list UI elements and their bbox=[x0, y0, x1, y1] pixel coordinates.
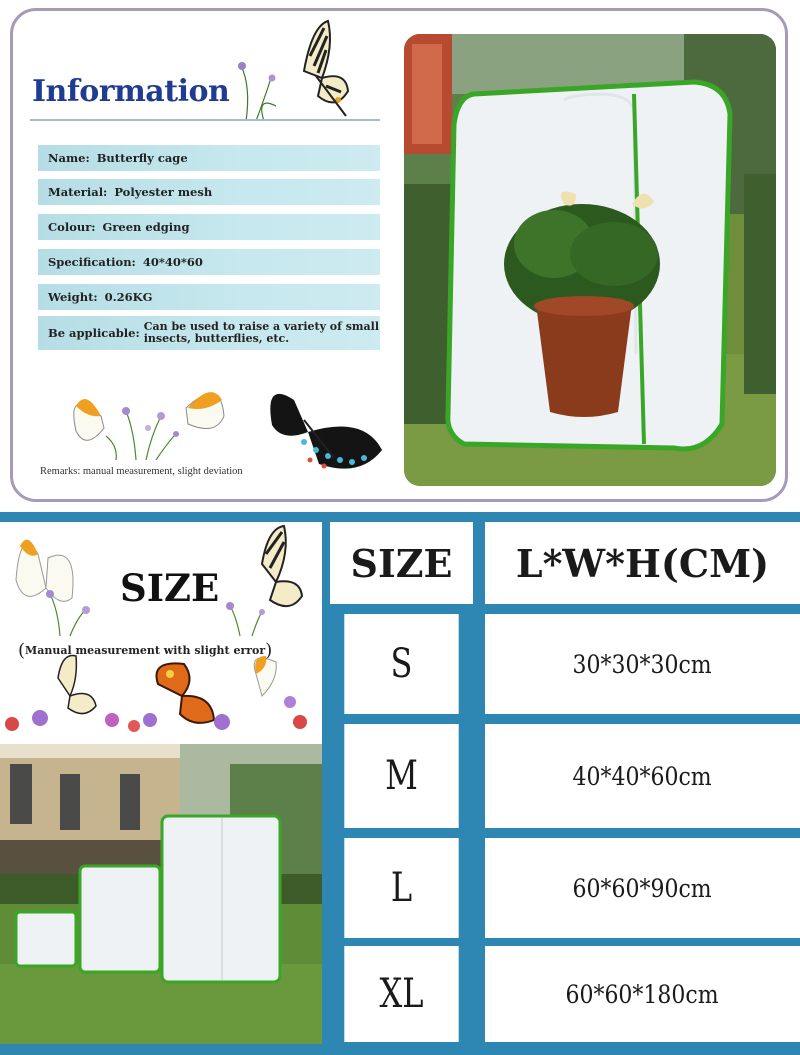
row-value: Can be used to raise a variety of small insects, butterflies, etc. bbox=[143, 320, 380, 345]
butterflies-flowers-illustration bbox=[0, 524, 322, 742]
row-value: Butterfly cage bbox=[96, 151, 188, 165]
title-divider bbox=[30, 119, 380, 121]
row-value: Polyester mesh bbox=[114, 185, 213, 199]
row-label: Specification: bbox=[48, 255, 136, 269]
table-cell-dimensions bbox=[485, 614, 800, 714]
table-cell-dimensions bbox=[485, 838, 800, 938]
row-label: Be applicable: bbox=[48, 326, 140, 340]
info-row-material bbox=[38, 179, 380, 205]
row-label: Weight: bbox=[48, 290, 98, 304]
info-row-colour bbox=[38, 214, 380, 240]
swallowtail-butterfly-illustration bbox=[226, 16, 376, 126]
row-label: Material: bbox=[48, 185, 108, 199]
note-open-paren: ( bbox=[18, 640, 26, 661]
info-row-weight bbox=[38, 284, 380, 310]
info-row-applicable bbox=[38, 316, 380, 350]
row-label: Name: bbox=[48, 151, 90, 165]
dims-text: 30*30*30cm bbox=[572, 649, 713, 679]
dims-text: 60*60*180cm bbox=[565, 979, 720, 1009]
orange-tip-butterflies-illustration bbox=[56, 376, 236, 460]
note-text: Manual measurement with slight error bbox=[25, 644, 266, 657]
dims-text: 40*40*60cm bbox=[572, 761, 713, 791]
table-cell-dimensions bbox=[485, 724, 800, 828]
black-swallowtail-butterfly-illustration bbox=[264, 380, 386, 480]
row-value: Green edging bbox=[102, 220, 190, 234]
table-header-size: SIZE bbox=[330, 522, 473, 604]
info-row-name bbox=[38, 145, 380, 171]
cage-product-photo bbox=[404, 34, 776, 486]
table-cell-size: S bbox=[344, 614, 458, 714]
table-cell-size: XL bbox=[344, 946, 458, 1042]
table-cell-size: L bbox=[344, 838, 458, 938]
measurement-note bbox=[18, 640, 272, 661]
row-label: Colour: bbox=[48, 220, 96, 234]
remarks-text: Remarks: manual measurement, slight deviation bbox=[40, 466, 243, 477]
note-close-paren: ) bbox=[265, 640, 273, 661]
dims-text: 60*60*90cm bbox=[572, 873, 713, 903]
info-row-specification bbox=[38, 249, 380, 275]
table-cell-size: M bbox=[344, 724, 458, 828]
size-heading: SIZE bbox=[120, 566, 220, 610]
cage-sizes-photo bbox=[0, 744, 322, 1044]
row-value: 40*40*60 bbox=[142, 255, 203, 269]
table-cell-dimensions bbox=[485, 946, 800, 1042]
info-title: Information bbox=[32, 74, 230, 109]
table-header-dimensions: L*W*H(CM) bbox=[485, 522, 800, 604]
row-value: 0.26KG bbox=[104, 290, 153, 304]
